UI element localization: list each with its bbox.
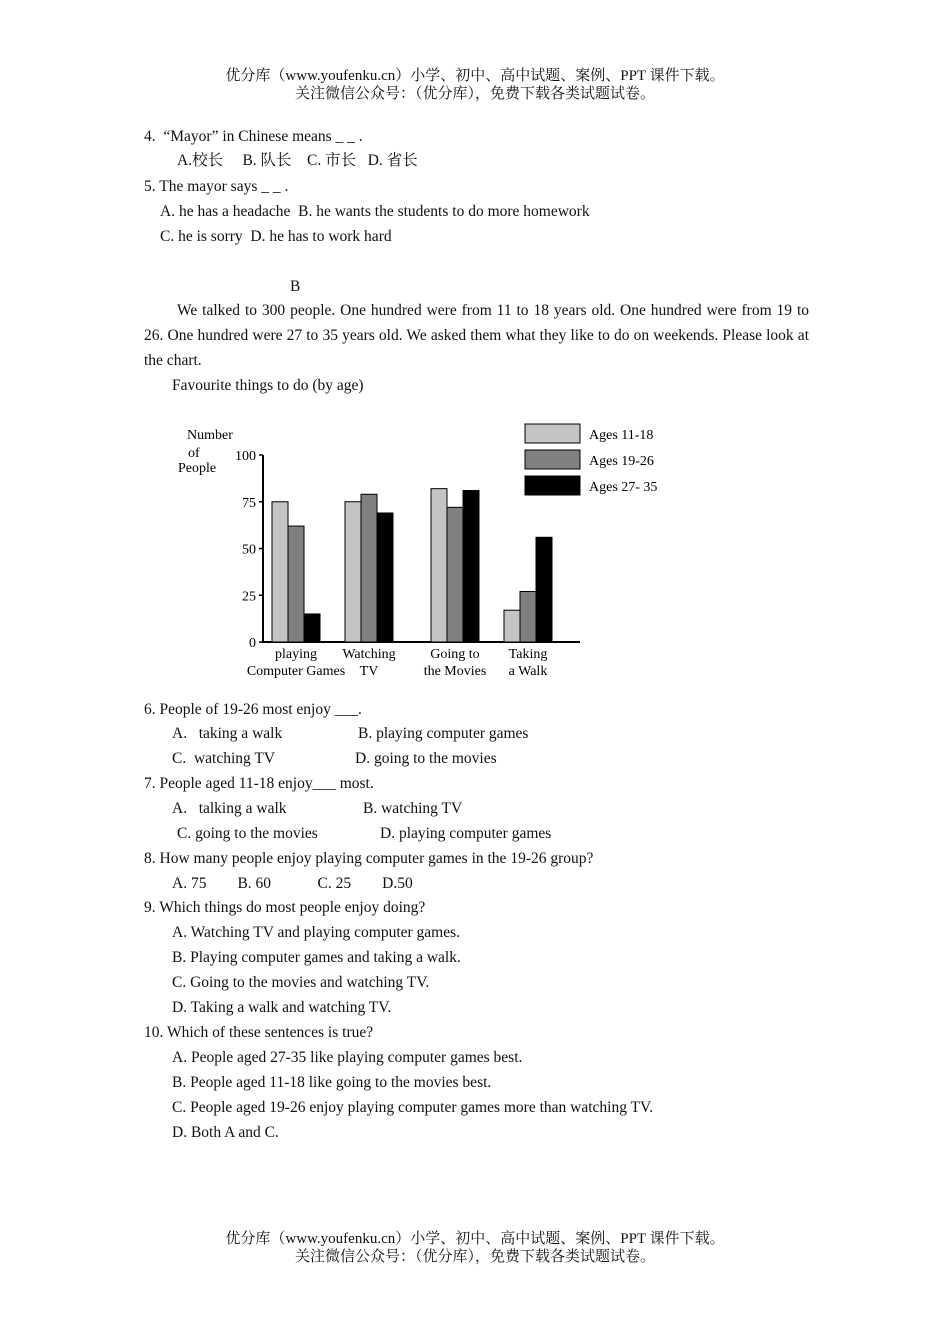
- footer-line-1: 优分库（www.youfenku.cn）小学、初中、高中试题、案例、PPT 课件下载。: [225, 1231, 725, 1247]
- x-category-label-line-2: the Movies: [423, 664, 487, 679]
- q7-stem: 7. People aged 11-18 enjoy___ most.: [144, 775, 374, 792]
- y-tick-label: 0: [249, 636, 256, 651]
- x-category-label-line-1: Going to: [430, 647, 480, 662]
- bar-3-1: [520, 592, 536, 642]
- x-category-label-line-1: Watching: [342, 647, 396, 662]
- q6-option-a: A. taking a walk: [172, 725, 283, 742]
- bar-0-0: [272, 502, 288, 642]
- y-tick-label: 75: [242, 495, 256, 511]
- q7-option-c: C. going to the movies: [177, 825, 318, 842]
- q9-option-c: C. Going to the movies and watching TV.: [172, 974, 430, 991]
- q8-options: A. 75 B. 60 C. 25 D.50: [172, 875, 413, 892]
- legend-swatch-0: [525, 424, 580, 443]
- legend-label-1: Ages 19-26: [589, 454, 654, 469]
- q9-option-a: A. Watching TV and playing computer games.: [172, 924, 461, 941]
- q9-option-b: B. Playing computer games and taking a walk.: [172, 949, 461, 966]
- bar-1-0: [345, 502, 361, 642]
- y-axis-label-line-2: of: [188, 446, 200, 461]
- bar-2-1: [447, 507, 463, 642]
- q8-stem: 8. How many people enjoy playing computer games in the 19-26 group?: [144, 850, 594, 867]
- y-tick-label: 25: [242, 589, 256, 605]
- q5-options-2: C. he is sorry D. he has to work hard: [160, 228, 392, 245]
- y-tick-label: 50: [242, 542, 256, 558]
- section-b-passage: We talked to 300 people. One hundred were from 11 to 18 years old. One hundred were from 19 to 26. One hundred were 27 to 35 years old. We asked them what they like to do on weekends. Please look at the chart.: [144, 302, 809, 369]
- q6-stem: 6. People of 19-26 most enjoy ___.: [144, 701, 362, 718]
- y-tick-label: 100: [235, 449, 256, 464]
- y-axis-label-line-1: Number: [187, 428, 233, 443]
- q6-option-b: B. playing computer games: [358, 725, 529, 742]
- legend-swatch-1: [525, 450, 580, 469]
- y-axis-label-line-3: People: [178, 461, 217, 476]
- x-category-label-line-1: playing: [275, 647, 317, 662]
- q10-option-b: B. People aged 11-18 like going to the movies best.: [172, 1074, 492, 1091]
- q9-option-d: D. Taking a walk and watching TV.: [172, 999, 392, 1016]
- q6-option-c: C. watching TV: [172, 750, 276, 767]
- section-b-label: B: [290, 278, 301, 295]
- q4-stem: 4. “Mayor” in Chinese means _ _ .: [144, 128, 363, 145]
- chart-caption: Favourite things to do (by age): [172, 377, 364, 394]
- bar-0-2: [304, 614, 320, 642]
- q10-option-c: C. People aged 19-26 enjoy playing computer games more than watching TV.: [172, 1099, 654, 1116]
- q10-option-a: A. People aged 27-35 like playing computer games best.: [172, 1049, 523, 1066]
- q9-stem: 9. Which things do most people enjoy doing?: [144, 899, 426, 916]
- x-category-label-line-2: a Walk: [508, 664, 548, 679]
- legend-swatch-2: [525, 476, 580, 495]
- footer-line-2: 关注微信公众号：（优分库），免费下载各类试题试卷。: [294, 1249, 655, 1265]
- bar-chart: [170, 415, 690, 690]
- bar-0-1: [288, 526, 304, 642]
- legend-label-0: Ages 11-18: [589, 428, 654, 443]
- x-category-label-line-2: Computer Games: [246, 664, 346, 679]
- bar-1-1: [361, 494, 377, 642]
- x-category-label-line-2: TV: [359, 664, 379, 679]
- bar-2-2: [463, 491, 479, 642]
- x-category-label-line-1: Taking: [508, 647, 548, 662]
- bar-1-2: [377, 513, 393, 642]
- header-line-1: 优分库（www.youfenku.cn）小学、初中、高中试题、案例、PPT 课件下载。: [225, 68, 725, 84]
- q7-option-d: D. playing computer games: [380, 825, 552, 842]
- bar-3-0: [504, 610, 520, 642]
- q10-option-d: D. Both A and C.: [172, 1124, 279, 1141]
- q4-options: A.校长 B. 队长 C. 市长 D. 省长: [177, 152, 418, 169]
- legend-label-2: Ages 27- 35: [589, 480, 658, 495]
- header-line-2: 关注微信公众号：（优分库），免费下载各类试题试卷。: [294, 86, 655, 102]
- q5-options-1: A. he has a headache B. he wants the students to do more homework: [160, 203, 590, 220]
- q7-option-a: A. talking a walk: [172, 800, 287, 817]
- bar-3-2: [536, 537, 552, 642]
- bar-2-0: [431, 489, 447, 642]
- q5-stem: 5. The mayor says _ _ .: [144, 178, 289, 195]
- q6-option-d: D. going to the movies: [355, 750, 497, 767]
- q7-option-b: B. watching TV: [363, 800, 463, 817]
- q10-stem: 10. Which of these sentences is true?: [144, 1024, 374, 1041]
